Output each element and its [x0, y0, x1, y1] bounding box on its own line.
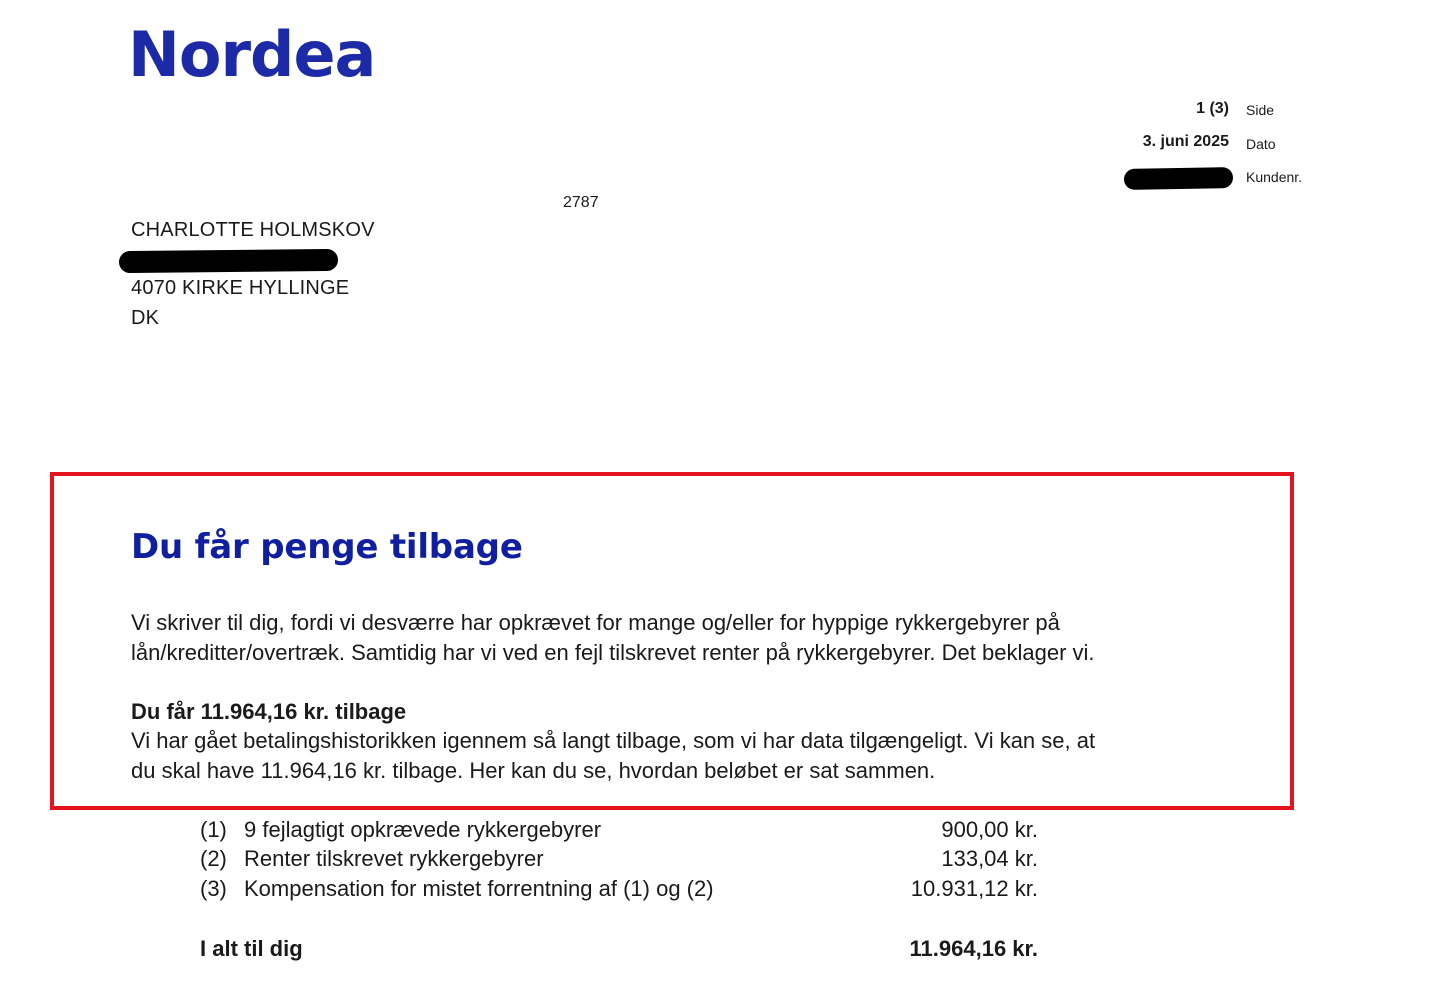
breakdown-row-1-amount: 900,00 kr.: [941, 817, 1038, 842]
letter-date: 3. juni 2025: [1142, 133, 1229, 150]
street-address-redaction: [119, 249, 338, 273]
refund-heading: Du får 11.964,16 kr. tilbage: [131, 699, 407, 724]
breakdown-row-2-label: Renter tilskrevet rykkergebyrer: [244, 846, 544, 871]
reference-code: 2787: [563, 194, 599, 211]
customer-number-redaction: [1124, 167, 1233, 190]
page-number: 1 (3): [1196, 100, 1229, 117]
recipient-name: CHARLOTTE HOLMSKOV: [131, 219, 375, 241]
breakdown-row-2-amount: 133,04 kr.: [941, 846, 1038, 871]
intro-line-2: lån/kreditter/overtræk. Samtidig har vi ved en fejl tilskrevet renter på rykkergebyrer. Det beklager vi.: [131, 640, 1095, 665]
breakdown-row-2-number: (2): [200, 846, 227, 871]
date-label: Dato: [1246, 136, 1276, 152]
nordea-logo: Nordea: [128, 18, 376, 91]
breakdown-row-1-number: (1): [200, 817, 227, 842]
breakdown-row-3-amount: 10.931,12 kr.: [910, 876, 1038, 901]
page-label: Side: [1246, 102, 1275, 118]
breakdown-row-3-number: (3): [200, 876, 227, 901]
refund-text-line-1: Vi har gået betalingshistorikken igennem så langt tilbage, som vi har data tilgængeligt. Vi kan se, at: [131, 728, 1096, 753]
customer-number-label: Kundenr.: [1246, 169, 1303, 185]
refund-text-line-2: du skal have 11.964,16 kr. tilbage. Her kan du se, hvordan beløbet er sat sammen.: [131, 758, 936, 783]
total-label: I alt til dig: [200, 936, 303, 961]
recipient-country: DK: [131, 307, 160, 329]
intro-line-1: Vi skriver til dig, fordi vi desværre har opkrævet for mange og/eller for hyppige rykkergebyrer på: [131, 610, 1060, 635]
breakdown-row-3-label: Kompensation for mistet forrentning af (1) og (2): [244, 876, 714, 901]
total-amount: 11.964,16 kr.: [909, 936, 1038, 961]
recipient-city: 4070 KIRKE HYLLINGE: [131, 277, 350, 299]
letter-headline: Du får penge tilbage: [131, 527, 523, 567]
breakdown-row-1-label: 9 fejlagtigt opkrævede rykkergebyrer: [244, 817, 602, 842]
